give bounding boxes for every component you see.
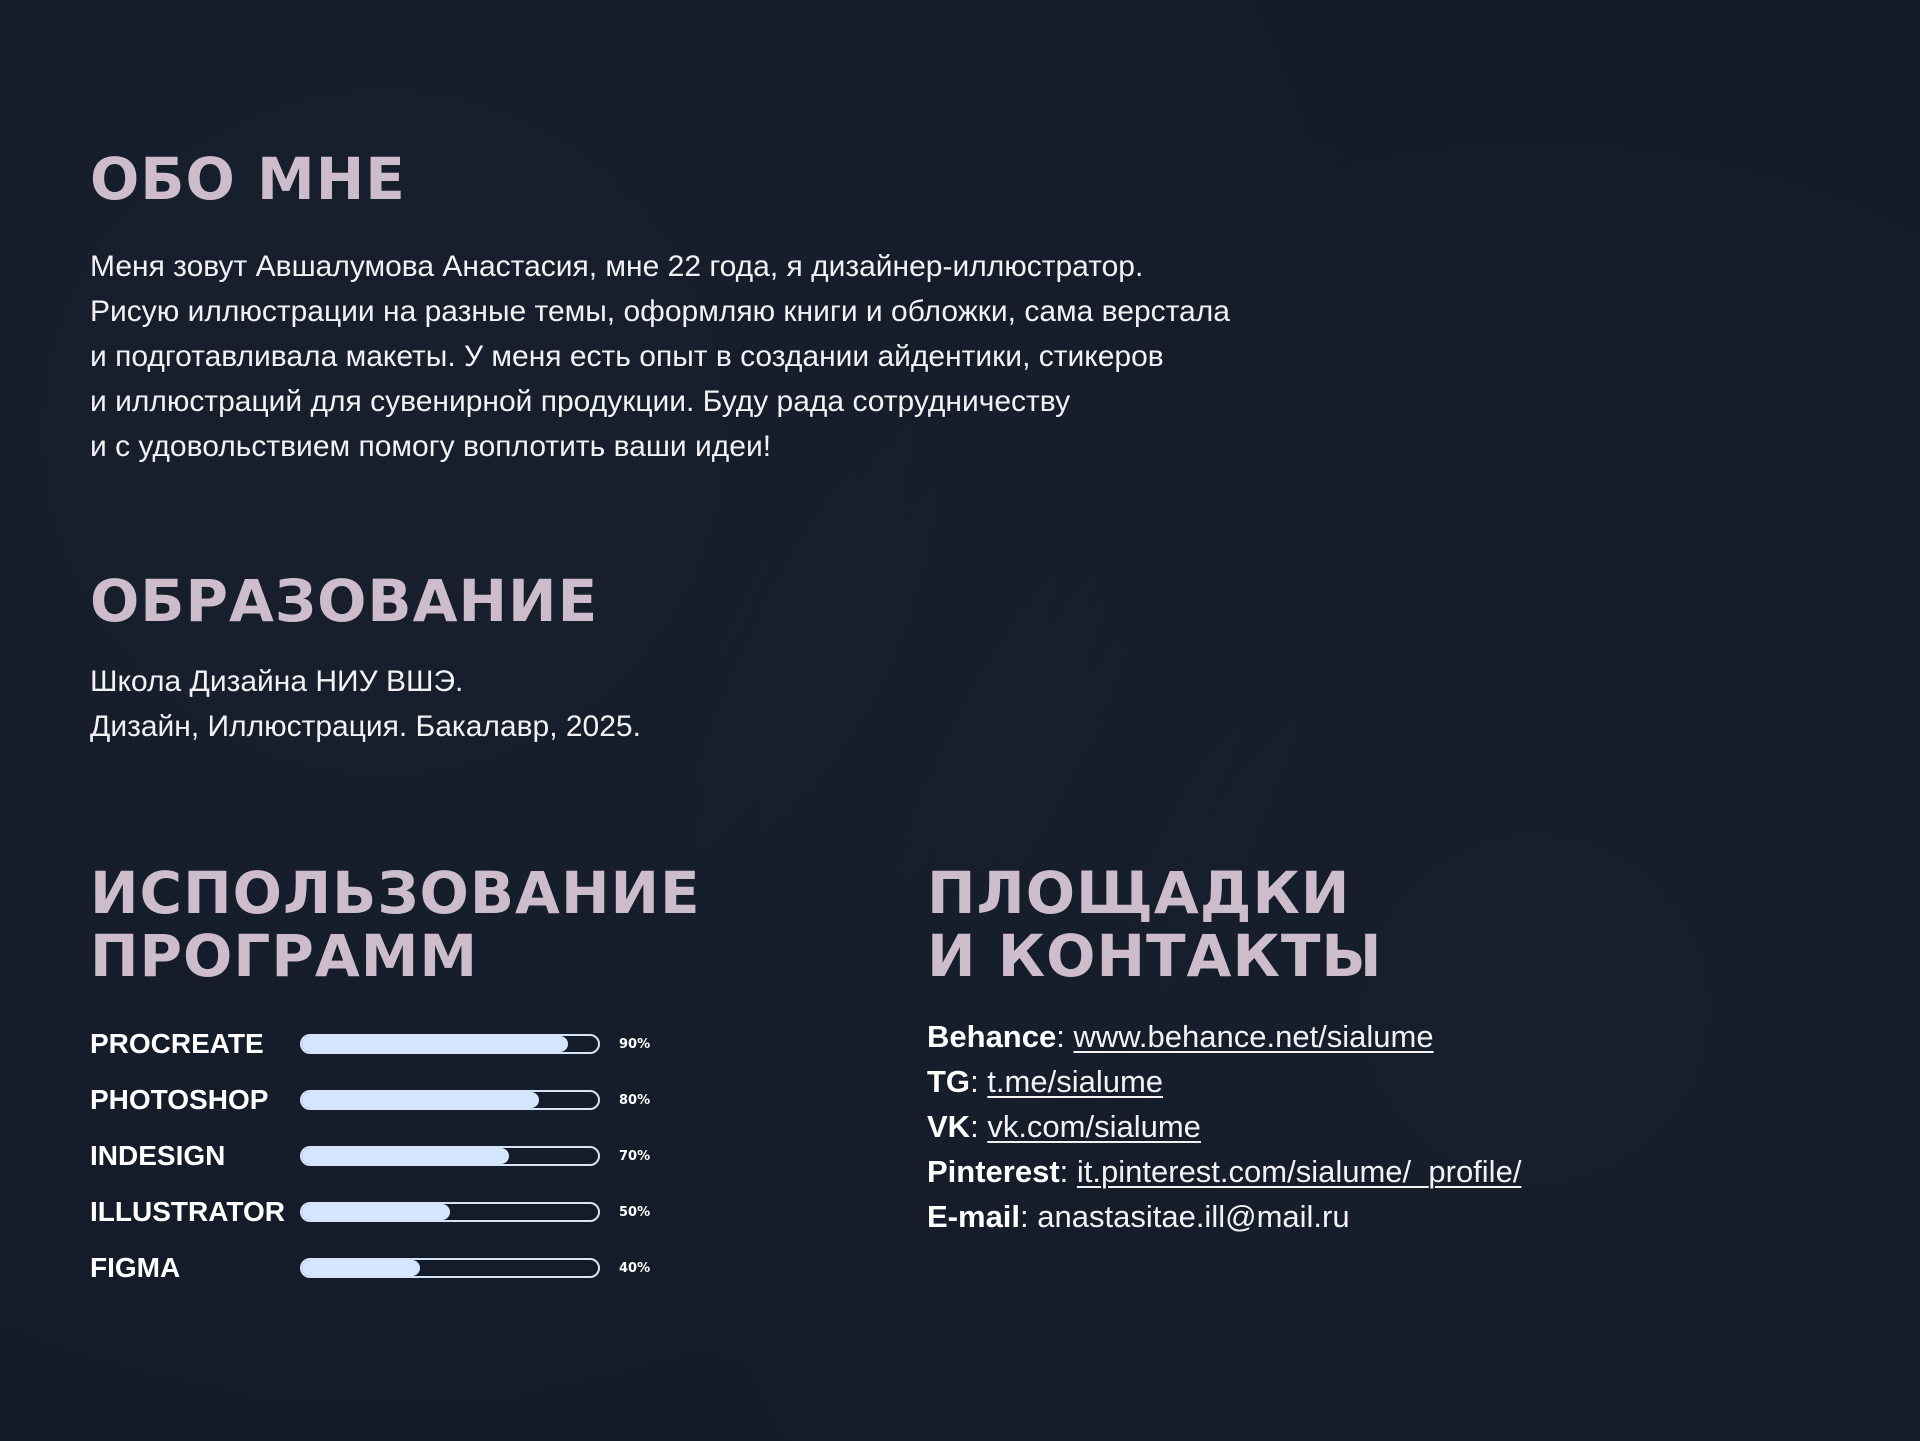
skill-progress-bar xyxy=(300,1258,600,1278)
contact-separator: : xyxy=(1020,1199,1038,1234)
contact-label: TG xyxy=(927,1064,971,1099)
skills-heading-line: ПРОГРАММ xyxy=(90,921,479,990)
skill-progress-fill xyxy=(302,1036,568,1052)
skill-name: PROCREATE xyxy=(90,1028,264,1059)
skill-row xyxy=(90,1130,690,1186)
contact-label: Pinterest xyxy=(927,1154,1060,1189)
about-line: Рисую иллюстрации на разные темы, оформляю книги и обложки, сама верстала xyxy=(90,295,1230,328)
vk-link[interactable]: vk.com/sialume xyxy=(987,1109,1201,1144)
about-text xyxy=(90,244,1230,469)
contact-row-vk xyxy=(927,1104,1521,1149)
skill-row xyxy=(90,1074,690,1130)
contact-label: VK xyxy=(927,1109,971,1144)
education-line: Школа Дизайна НИУ ВШЭ. xyxy=(90,665,464,698)
skill-name: ILLUSTRATOR xyxy=(90,1196,285,1227)
about-heading-text: ОБО МНЕ xyxy=(90,145,406,213)
skill-percent-label: 40% xyxy=(619,1261,651,1276)
skill-progress-fill xyxy=(302,1260,420,1276)
contact-row-email xyxy=(927,1194,1521,1239)
skill-name: INDESIGN xyxy=(90,1140,226,1171)
contact-separator: : xyxy=(970,1109,988,1144)
contact-row-pinterest xyxy=(927,1149,1521,1194)
skill-row xyxy=(90,1242,690,1298)
skill-progress-bar xyxy=(300,1090,600,1110)
contacts-heading-line: И КОНТАКТЫ xyxy=(927,921,1383,990)
skills-heading xyxy=(90,859,701,990)
education-heading-text: ОБРАЗОВАНИЕ xyxy=(90,567,599,635)
skills-list xyxy=(90,1018,690,1298)
about-line: Меня зовут Авшалумова Анастасия, мне 22 года, я дизайнер-иллюстратор. xyxy=(90,250,1144,283)
contacts-heading-line: ПЛОЩАДКИ xyxy=(927,859,1351,927)
pinterest-link[interactable]: it.pinterest.com/sialume/_profile/ xyxy=(1076,1154,1522,1189)
about-line: и иллюстраций для сувенирной продукции. Буду рада сотрудничеству xyxy=(90,385,1071,418)
contact-separator: : xyxy=(970,1064,988,1099)
skill-percent-label: 80% xyxy=(619,1093,651,1108)
skill-progress-bar xyxy=(300,1034,600,1054)
contact-row-behance xyxy=(927,1014,1521,1059)
contacts-list xyxy=(927,1014,1521,1239)
about-heading xyxy=(90,145,406,213)
skill-percent-label: 90% xyxy=(619,1037,651,1052)
education-line: Дизайн, Иллюстрация. Бакалавр, 2025. xyxy=(90,710,641,743)
skill-name: FIGMA xyxy=(90,1252,181,1283)
skill-progress-fill xyxy=(302,1148,509,1164)
skill-row xyxy=(90,1018,690,1074)
email-value[interactable]: anastasitae.ill@mail.ru xyxy=(1037,1199,1350,1234)
contacts-heading xyxy=(927,859,1383,990)
about-line: и подготавливала макеты. У меня есть опыт в создании айдентики, стикеров xyxy=(90,340,1164,373)
skill-progress-bar xyxy=(300,1202,600,1222)
contact-label: E-mail xyxy=(927,1199,1021,1234)
behance-link[interactable]: www.behance.net/sialume xyxy=(1073,1019,1434,1054)
skill-progress-fill xyxy=(302,1092,539,1108)
education-heading xyxy=(90,567,599,635)
skill-progress-fill xyxy=(302,1204,450,1220)
about-line: и с удовольствием помогу воплотить ваши идеи! xyxy=(90,430,772,463)
contact-row-tg xyxy=(927,1059,1521,1104)
contact-label: Behance xyxy=(927,1019,1057,1054)
skill-name: PHOTOSHOP xyxy=(90,1084,269,1115)
skills-heading-line: ИСПОЛЬЗОВАНИЕ xyxy=(90,859,701,927)
telegram-link[interactable]: t.me/sialume xyxy=(987,1064,1164,1099)
skill-progress-bar xyxy=(300,1146,600,1166)
contact-separator: : xyxy=(1056,1019,1074,1054)
skill-percent-label: 70% xyxy=(619,1149,651,1164)
skill-percent-label: 50% xyxy=(619,1205,651,1220)
skill-row xyxy=(90,1186,690,1242)
education-text xyxy=(90,659,641,749)
contact-separator: : xyxy=(1059,1154,1077,1189)
